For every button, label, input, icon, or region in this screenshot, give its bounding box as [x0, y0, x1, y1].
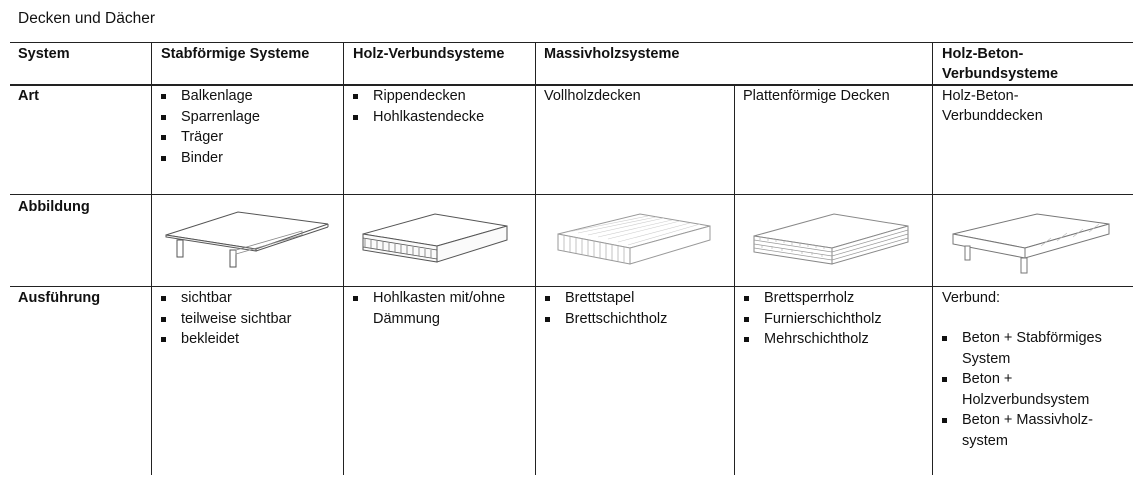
header-stabfoermige-systeme: Stabförmige Systeme [161, 46, 310, 62]
list-item: bekleidet [151, 329, 291, 350]
list-item: Balkenlage [151, 86, 260, 107]
ausfuehrung-platten-list [734, 288, 882, 350]
ausfuehrung-hbv-list [932, 328, 1132, 451]
list-item: Brettsperrholz [734, 288, 882, 309]
illustration-holz-verbund [355, 208, 515, 270]
document-title: Decken und Dächer [18, 10, 155, 27]
list-item: Hohlkastendecke [343, 107, 484, 128]
art-verbund-list [343, 86, 484, 127]
list-item: Beton + Stabförmiges System [932, 328, 1122, 369]
ausfuehrung-vollholz-list [535, 288, 667, 329]
art-row-border [10, 194, 1133, 195]
list-item: Sparrenlage [151, 107, 260, 128]
col-divider-3 [535, 42, 536, 475]
illustration-plattenfoermig [748, 208, 918, 270]
art-vollholzdecken: Vollholzdecken [544, 88, 641, 104]
ausfuehrung-verbund-list [343, 288, 533, 329]
list-item: Rippendecken [343, 86, 484, 107]
list-item: Beton + Holzverbundsystem [932, 369, 1112, 410]
header-system: System [18, 46, 70, 62]
illustration-vollholz [550, 208, 720, 270]
ausfuehrung-stab-list [151, 288, 291, 350]
ausfuehrung-hbv-intro: Verbund: [942, 290, 1001, 306]
art-stab-list [151, 86, 260, 168]
illustration-holz-beton-verbund [945, 208, 1115, 276]
ausfuehrung-hbv-block [932, 288, 1132, 451]
list-item: teilweise sichtbar [151, 309, 291, 330]
row-label-ausfuehrung: Ausführung [18, 290, 101, 306]
list-item: Binder [151, 148, 260, 169]
art-plattenfoermige-decken: Plattenförmige Decken [743, 88, 890, 104]
col-divider-massiv-split [734, 86, 735, 475]
list-item: Brettschichtholz [535, 309, 667, 330]
list-item: sichtbar [151, 288, 291, 309]
list-item: Träger [151, 127, 260, 148]
row-label-abbildung: Abbildung [18, 199, 90, 215]
list-item: Furnierschichtholz [734, 309, 882, 330]
illustration-stabfoermig [160, 205, 335, 275]
row-label-art: Art [18, 88, 39, 104]
list-item: Hohlkasten mit/ohne Dämmung [343, 288, 513, 329]
spacer [932, 308, 1132, 328]
art-holz-beton-verbunddecken: Holz-Beton-Verbunddecken [942, 88, 1043, 124]
header-holz-beton-verbundsysteme: Holz-Beton-Verbundsysteme [942, 46, 1059, 82]
list-item: Mehrschichtholz [734, 329, 882, 350]
header-holz-verbundsysteme: Holz-Verbundsysteme [353, 46, 505, 62]
header-massivholzsysteme: Massivholzsysteme [544, 46, 680, 62]
abbildung-row-border [10, 286, 1133, 287]
table-top-border [10, 42, 1133, 43]
list-item: Beton + Massivholz-system [932, 410, 1112, 451]
list-item: Brettstapel [535, 288, 667, 309]
